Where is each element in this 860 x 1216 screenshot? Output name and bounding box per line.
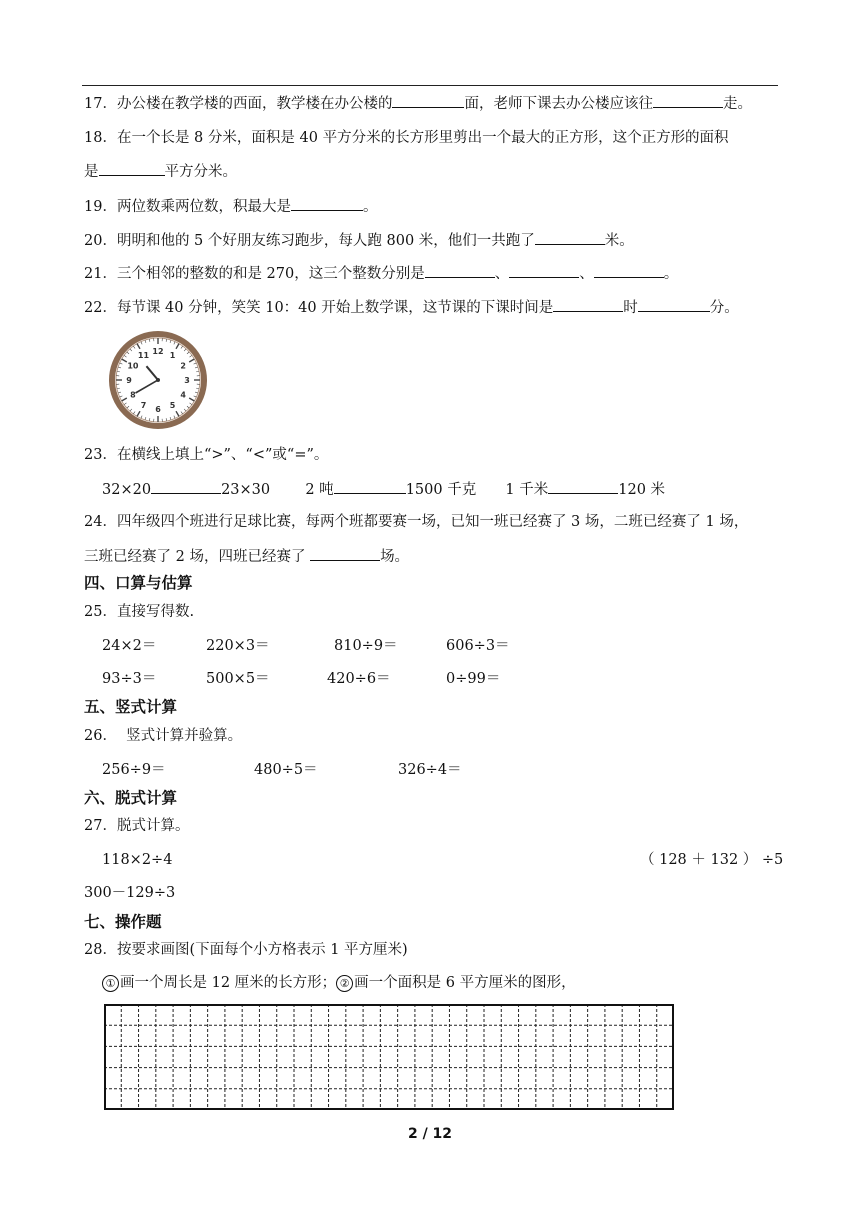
question-18: 18．在一个长是 8 分米，面积是 40 平方分米的长方形里剪出一个最大的正方形，这个正方形的面积 — [84, 130, 729, 146]
page-number: 2 / 12 — [407, 1126, 453, 1142]
question-26: 26． 竖式计算并验算。 — [84, 728, 243, 744]
clock-number: 12 — [152, 347, 164, 356]
question-28-tasks: ① 画一个周长是 12 厘米的长方形； ② 画一个面积是 6 平方厘米的图形， — [102, 973, 576, 993]
answer-blank[interactable] — [392, 93, 464, 108]
vertical-calc-item: 256÷9＝ — [102, 762, 166, 778]
section-heading-4: 四、口算与估算 — [84, 574, 193, 592]
clock-number: 5 — [169, 401, 176, 411]
oral-item: 420÷6＝ — [327, 671, 391, 687]
clock-number: 6 — [155, 405, 161, 414]
clock-number: 4 — [180, 390, 186, 400]
stepwise-calc-item: （ 128 ＋ 132 ） ÷5 — [640, 852, 784, 868]
question-24: 24．四年级四个班进行足球比赛，每两个班都要赛一场，已知一班已经赛了 3 场，二班已经赛了 1 场， — [84, 514, 749, 530]
answer-blank[interactable] — [553, 297, 623, 312]
question-18-line2: 是 平方分米。 — [84, 161, 237, 182]
answer-blank[interactable] — [535, 230, 605, 245]
question-28: 28．按要求画图(下面每个小方格表示 1 平方厘米) — [84, 942, 408, 958]
answer-blank[interactable] — [291, 196, 363, 211]
clock-number: 10 — [127, 361, 139, 371]
answer-blank[interactable] — [509, 263, 579, 278]
question-17: 17．办公楼在教学楼的西面，教学楼在办公楼的 面，老师下课去办公楼应该往 走。 — [84, 93, 752, 114]
oral-item: 500×5＝ — [206, 671, 270, 687]
drawing-grid[interactable] — [104, 1004, 674, 1110]
clock-number: 3 — [184, 376, 190, 385]
oral-item: 810÷9＝ — [334, 638, 398, 654]
question-24-line2: 三班已经赛了 2 场，四班已经赛了 场。 — [84, 546, 409, 567]
oral-item: 0÷99＝ — [446, 671, 501, 687]
section-heading-5: 五、竖式计算 — [84, 698, 178, 716]
clock-number: 11 — [137, 350, 150, 360]
vertical-calc-item: 326÷4＝ — [398, 762, 462, 778]
question-23-items: 32×20 23×30 2 吨 1500 千克 1 千米 120 米 — [102, 479, 665, 500]
question-20: 20．明明和他的 5 个好朋友练习跑步，每人跑 800 米，他们一共跑了 米。 — [84, 230, 634, 251]
answer-blank[interactable] — [594, 263, 664, 278]
answer-blank[interactable] — [638, 297, 710, 312]
oral-item: 93÷3＝ — [102, 671, 157, 687]
question-25: 25．直接写得数. — [84, 604, 195, 620]
circled-number: ① — [102, 975, 119, 992]
clock-number: 1 — [169, 350, 176, 360]
section-heading-7: 七、操作题 — [84, 913, 162, 931]
answer-blank[interactable] — [151, 479, 221, 494]
oral-item: 24×2＝ — [102, 638, 157, 654]
answer-blank[interactable] — [334, 479, 406, 494]
question-23: 23．在横线上填上“>”、“<”或“=”。 — [84, 447, 329, 463]
oral-item: 220×3＝ — [206, 638, 270, 654]
stepwise-calc-item: 300－129÷3 — [84, 885, 176, 901]
question-19: 19．两位数乘两位数，积最大是 。 — [84, 196, 377, 217]
answer-blank[interactable] — [99, 161, 165, 176]
clock-number: 9 — [126, 376, 132, 385]
clock-number: 2 — [180, 361, 186, 371]
question-27: 27．脱式计算。 — [84, 818, 190, 834]
answer-blank[interactable] — [548, 479, 618, 494]
question-21: 21．三个相邻的整数的和是 270，这三个整数分别是 、 、 。 — [84, 263, 678, 284]
answer-blank[interactable] — [425, 263, 495, 278]
circled-number: ② — [336, 975, 353, 992]
clock-image — [108, 330, 208, 430]
oral-item: 606÷3＝ — [446, 638, 510, 654]
question-22: 22．每节课 40 分钟，笑笑 10：40 开始上数学课，这节课的下课时间是 时 分。 — [84, 297, 739, 318]
answer-blank[interactable] — [653, 93, 723, 108]
vertical-calc-item: 480÷5＝ — [254, 762, 318, 778]
header-rule — [82, 85, 778, 86]
clock-number: 8 — [130, 390, 136, 400]
answer-blank[interactable] — [310, 546, 380, 561]
stepwise-calc-item: 118×2÷4 — [102, 852, 173, 868]
clock-number: 7 — [140, 401, 147, 411]
section-heading-6: 六、脱式计算 — [84, 789, 178, 807]
